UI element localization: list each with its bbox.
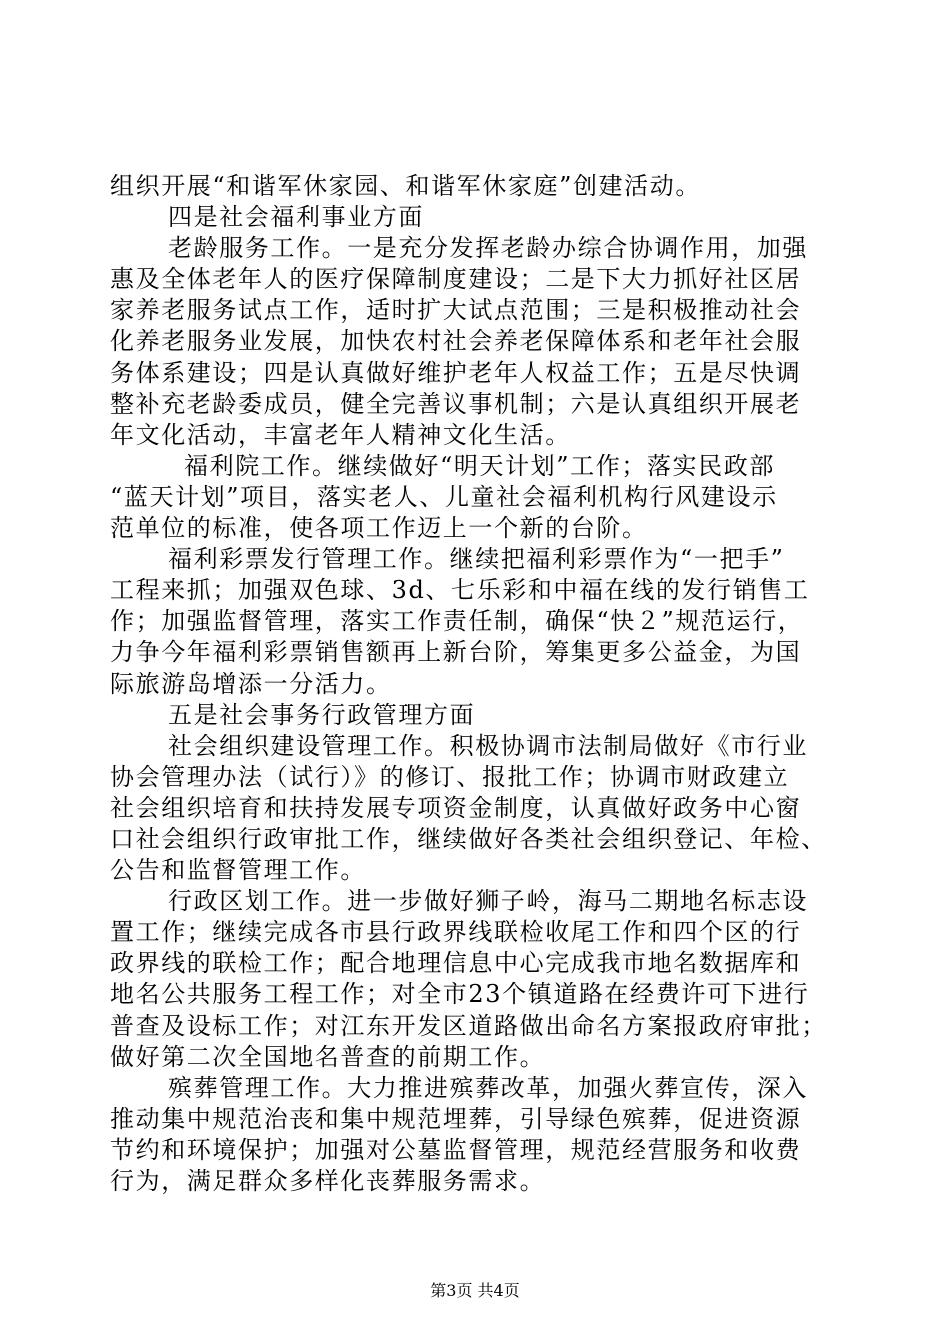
text-line: 惠及全体老年人的医疗保障制度建设；二是下大力抓好社区居	[110, 265, 802, 294]
text-line: 公告和监督管理工作。	[110, 856, 366, 885]
text-line: “蓝天计划”项目，落实老人、儿童社会福利机构行风建设示	[110, 482, 778, 511]
text-line: 置工作；继续完成各市县行政界线联检收尾工作和四个区的行	[110, 918, 802, 947]
text-line: 工程来抓；加强双色球、3d、七乐彩和中福在线的发行销售工	[110, 576, 810, 605]
text-line: 协会管理办法（试行）》的修订、报批工作；协调市财政建立	[110, 762, 790, 791]
text-line: 地名公共服务工程工作；对全市23个镇道路在经费许可下进行	[110, 980, 810, 1009]
document-body	[110, 171, 850, 1197]
text-line: 作；加强监督管理，落实工作责任制，确保“快２”规范运行，	[110, 607, 804, 636]
page-number: 第3页 共4页	[430, 1281, 520, 1300]
text-line: 口社会组织行政审批工作，继续做好各类社会组织登记、年检、	[110, 824, 827, 853]
paragraph-first-line: 福利彩票发行管理工作。继续把福利彩票作为“一把手”	[168, 545, 785, 574]
text-line: 普查及设标工作；对江东开发区道路做出命名方案报政府审批；	[110, 1011, 827, 1040]
text-line: 家养老服务试点工作，适时扩大试点范围；三是积极推动社会	[110, 296, 802, 325]
page-footer	[0, 1281, 950, 1301]
text-line: 社会组织培育和扶持发展专项资金制度，认真做好政务中心窗	[110, 793, 802, 822]
text-line: 整补充老龄委成员，健全完善议事机制；六是认真组织开展老	[110, 389, 802, 418]
text-line: 力争今年福利彩票销售额再上新台阶，筹集更多公益金，为国	[110, 638, 802, 667]
text-line: 范单位的标准，使各项工作迈上一个新的台阶。	[110, 514, 648, 543]
text-line: 行为，满足群众多样化丧葬服务需求。	[110, 1167, 546, 1195]
text-line: 际旅游岛增添一分活力。	[110, 669, 392, 698]
section-heading: 五是社会事务行政管理方面	[168, 700, 476, 729]
text-line: 组织开展“和谐军休家园、和谐军休家庭”创建活动。	[110, 172, 701, 200]
text-line: 做好第二次全国地名普查的前期工作。	[110, 1042, 546, 1071]
paragraph-first-line: 行政区划工作。进一步做好狮子岭，海马二期地名标志设	[168, 887, 808, 916]
paragraph-first-line: 老龄服务工作。一是充分发挥老龄办综合协调作用，加强	[168, 234, 808, 263]
paragraph-first-line: 社会组织建设管理工作。积极协调市法制局做好《市行业	[168, 731, 808, 760]
text-line: 化养老服务业发展，加快农村社会养老保障体系和老年社会服	[110, 327, 802, 356]
text-line: 政界线的联检工作；配合地理信息中心完成我市地名数据库和	[110, 949, 802, 978]
paragraph-first-line: 福利院工作。继续做好“明天计划”工作；落实民政部	[184, 451, 775, 480]
text-line: 推动集中规范治丧和集中规范埋葬，引导绿色殡葬，促进资源	[110, 1104, 802, 1133]
text-line: 年文化活动，丰富老年人精神文化生活。	[110, 420, 571, 449]
text-line: 节约和环境保护；加强对公墓监督管理，规范经营服务和收费	[110, 1135, 802, 1164]
paragraph-first-line: 殡葬管理工作。大力推进殡葬改革，加强火葬宣传，深入	[168, 1073, 808, 1102]
text-line: 务体系建设；四是认真做好维护老年人权益工作；五是尽快调	[110, 358, 802, 387]
section-heading: 四是社会福利事业方面	[168, 203, 424, 232]
